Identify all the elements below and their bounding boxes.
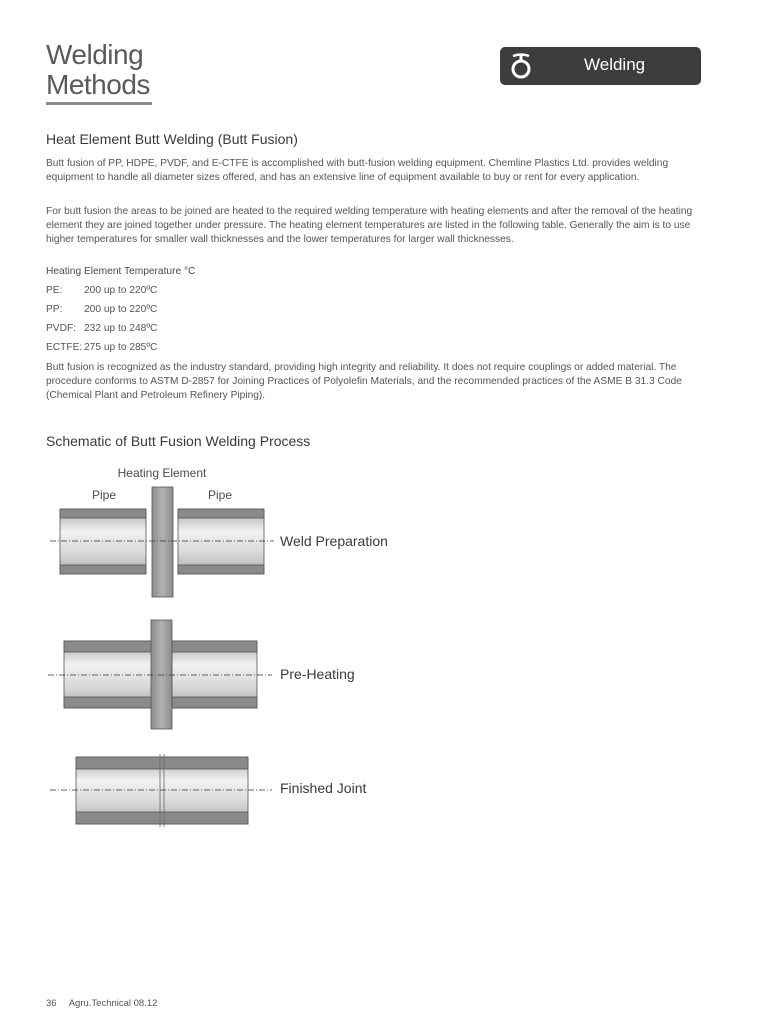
section-heading-butt-welding: Heat Element Butt Welding (Butt Fusion) — [46, 131, 298, 147]
material-name: PE: — [46, 285, 63, 296]
section-badge — [500, 47, 701, 85]
pipe-left — [60, 509, 146, 574]
pipe-wall-bottom — [172, 697, 257, 708]
stage-weld-preparation — [50, 487, 388, 597]
pipe-right — [178, 509, 264, 574]
stage-finished-joint — [50, 754, 366, 827]
pipe-wall-top — [172, 641, 257, 652]
page-title-line2: Methods — [46, 69, 150, 100]
temperature-range: 200 up to 220ºC — [84, 285, 158, 296]
label-pipe-right: Pipe — [207, 488, 233, 502]
page-number: 36 — [46, 998, 57, 1009]
pipe-wall-top — [60, 509, 146, 518]
butt-fusion-schematic — [0, 455, 768, 835]
heating-element — [152, 487, 173, 597]
badge-label: Welding — [584, 55, 646, 74]
temperature-heading: Heating Element Temperature °C — [46, 266, 196, 277]
temperature-range: 200 up to 220ºC — [84, 304, 158, 315]
page-footer — [46, 998, 157, 1009]
section-heading-schematic: Schematic of Butt Fusion Welding Process — [46, 433, 311, 449]
paragraph-standards: Butt fusion is recognized as the industry standard, providing high integrity and reliability. It does not require couplings or added material. The procedure conforms to ASTM D-2857 for Joining Practices of Polyolefin Materials, and the recommended practices of the ASME B 31.3 Code (Chemical Plant and Petroleum Refinery Piping). — [46, 362, 682, 401]
label-weld-preparation: Weld Preparation — [280, 533, 388, 549]
stage-pre-heating — [48, 620, 355, 729]
temperature-range: 275 up to 285ºC — [84, 342, 158, 353]
pipe-wall-top — [76, 757, 248, 769]
label-pre-heating: Pre-Heating — [280, 666, 355, 682]
pipe-wall-bottom — [60, 565, 146, 574]
pipe-wall-bottom — [76, 812, 248, 824]
label-heating-element: Heating Element — [117, 466, 207, 480]
page-title — [46, 40, 150, 100]
title-underline — [46, 102, 152, 105]
page-title-line1: Welding — [46, 39, 144, 70]
paragraph-process: For butt fusion the areas to be joined are heated to the required welding temperature with heating elements and after the removal of the heating element they are joined together under pressure. The heating element temperatures are listed in the following table. Generally the aim is to use higher temperatures for smaller wall thicknesses and the lower temperatures for larger wall thicknesses. — [46, 206, 693, 245]
material-name: PP: — [46, 304, 63, 315]
pipe-wall-bottom — [64, 697, 152, 708]
pipe-wall-bottom — [178, 565, 264, 574]
material-name: PVDF: — [46, 323, 77, 334]
temperature-range: 232 up to 248ºC — [84, 323, 158, 334]
label-finished-joint: Finished Joint — [280, 780, 367, 796]
welding-icon — [506, 51, 536, 81]
label-pipe-left: Pipe — [91, 488, 117, 502]
heating-element — [151, 620, 172, 729]
document-reference: Agru.Technical 08.12 — [68, 998, 158, 1009]
pipe-wall-top — [64, 641, 152, 652]
material-name: ECTFE: — [46, 342, 83, 353]
paragraph-intro: Butt fusion of PP, HDPE, PVDF, and E-CTFE is accomplished with butt-fusion welding equipment. Chemline Plastics Ltd. provides welding equipment to handle all diameter sizes offered, and has an extensive line of equipment available to buy or rent for every application. — [46, 158, 669, 183]
pipe-wall-top — [178, 509, 264, 518]
